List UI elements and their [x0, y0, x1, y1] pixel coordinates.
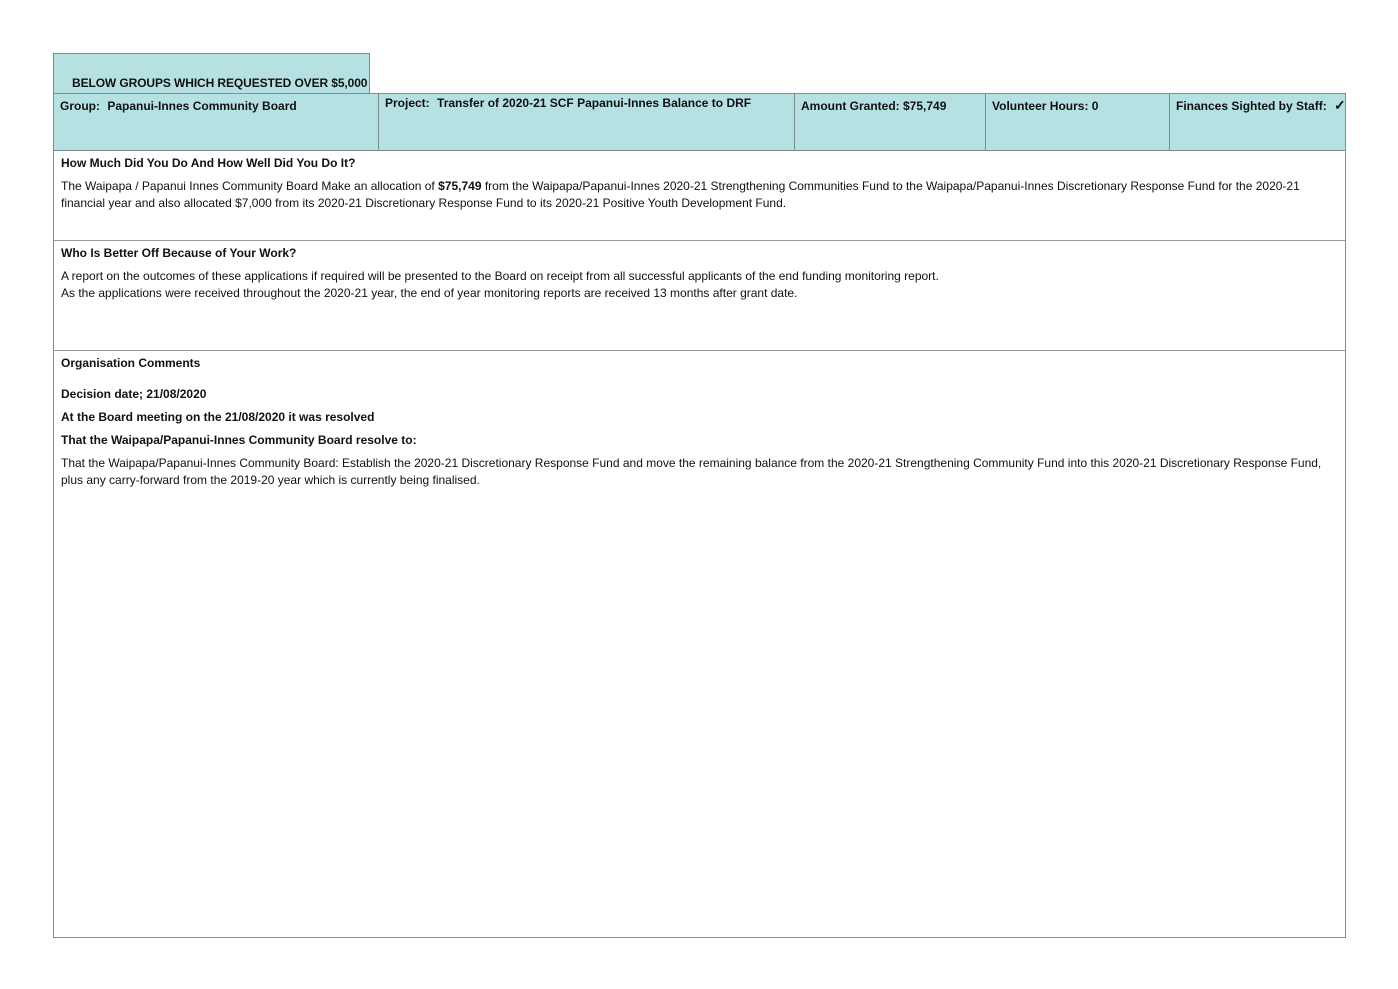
- section-tab: [53, 53, 370, 94]
- group-value: Papanui-Innes Community Board: [107, 99, 297, 113]
- better-off-section: [54, 241, 1345, 351]
- better-off-text: [61, 268, 1331, 301]
- better-off-line-2: As the applications were received throughout the 2020-21 year, the end of year monitoring reports are received 13 months after grant date.: [61, 285, 798, 300]
- volunteer-hours: Volunteer Hours: 0: [992, 99, 1099, 113]
- organisation-comments-section: [54, 351, 1345, 937]
- organisation-comments-title: Organisation Comments: [61, 356, 201, 370]
- board-meeting-line: At the Board meeting on the 21/08/2020 it was resolved: [61, 410, 375, 424]
- resolve-to-line: That the Waipapa/Papanui-Innes Community Board resolve to:: [61, 433, 417, 447]
- finances-sighted: Finances Sighted by Staff:: [1176, 99, 1327, 113]
- amount-cell: [795, 94, 986, 150]
- group-cell: [54, 94, 379, 150]
- how-much-section: [54, 151, 1345, 241]
- header-row: [54, 94, 1345, 151]
- how-much-title: How Much Did You Do And How Well Did You Do It?: [61, 156, 356, 170]
- decision-date: Decision date; 21/08/2020: [61, 387, 207, 401]
- project-label: Project:: [385, 96, 430, 110]
- project-value: Transfer of 2020-21 SCF Papanui-Innes Balance to DRF: [437, 96, 752, 110]
- finances-cell: [1170, 94, 1345, 150]
- tab-label: BELOW GROUPS WHICH REQUESTED OVER $5,000: [72, 76, 368, 90]
- volunteer-cell: [986, 94, 1170, 150]
- amount-granted: Amount Granted: $75,749: [801, 99, 947, 113]
- resolution-text: That the Waipapa/Papanui-Innes Community Board: Establish the 2020-21 Discretionary Response Fund and move the remaining balance from the 2020-21 Strengthening Community Fund into this 2020-21 Discretionary Response Fund, plus any carry-forward from the 2019-20 year which is currently being finalised.: [61, 456, 1322, 487]
- checkmark-icon: ✓: [1334, 97, 1346, 113]
- report-frame: [53, 93, 1346, 938]
- project-cell: [379, 94, 795, 150]
- how-much-text-end: from the Waipapa/Papanui-Innes 2020-21 Strengthening Communities Fund to the Waipapa/Papanui-Innes Discretionary Response Fund for the 2020-21 financial year and also allocated $7,000 from its 2020-21 Discretionary Response Fund to its 2020-21 Positive Youth Development Fund.: [61, 179, 1300, 210]
- better-off-title: Who Is Better Off Because of Your Work?: [61, 246, 297, 260]
- how-much-text: [61, 178, 1331, 211]
- group-label: Group:: [60, 99, 100, 113]
- better-off-line-1: A report on the outcomes of these applications if required will be presented to the Board on receipt from all successful applicants of the end funding monitoring report.: [61, 269, 939, 283]
- how-much-text-start: The Waipapa / Papanui Innes Community Board Make an allocation of: [61, 179, 439, 193]
- allocation-amount: $75,749: [438, 179, 482, 193]
